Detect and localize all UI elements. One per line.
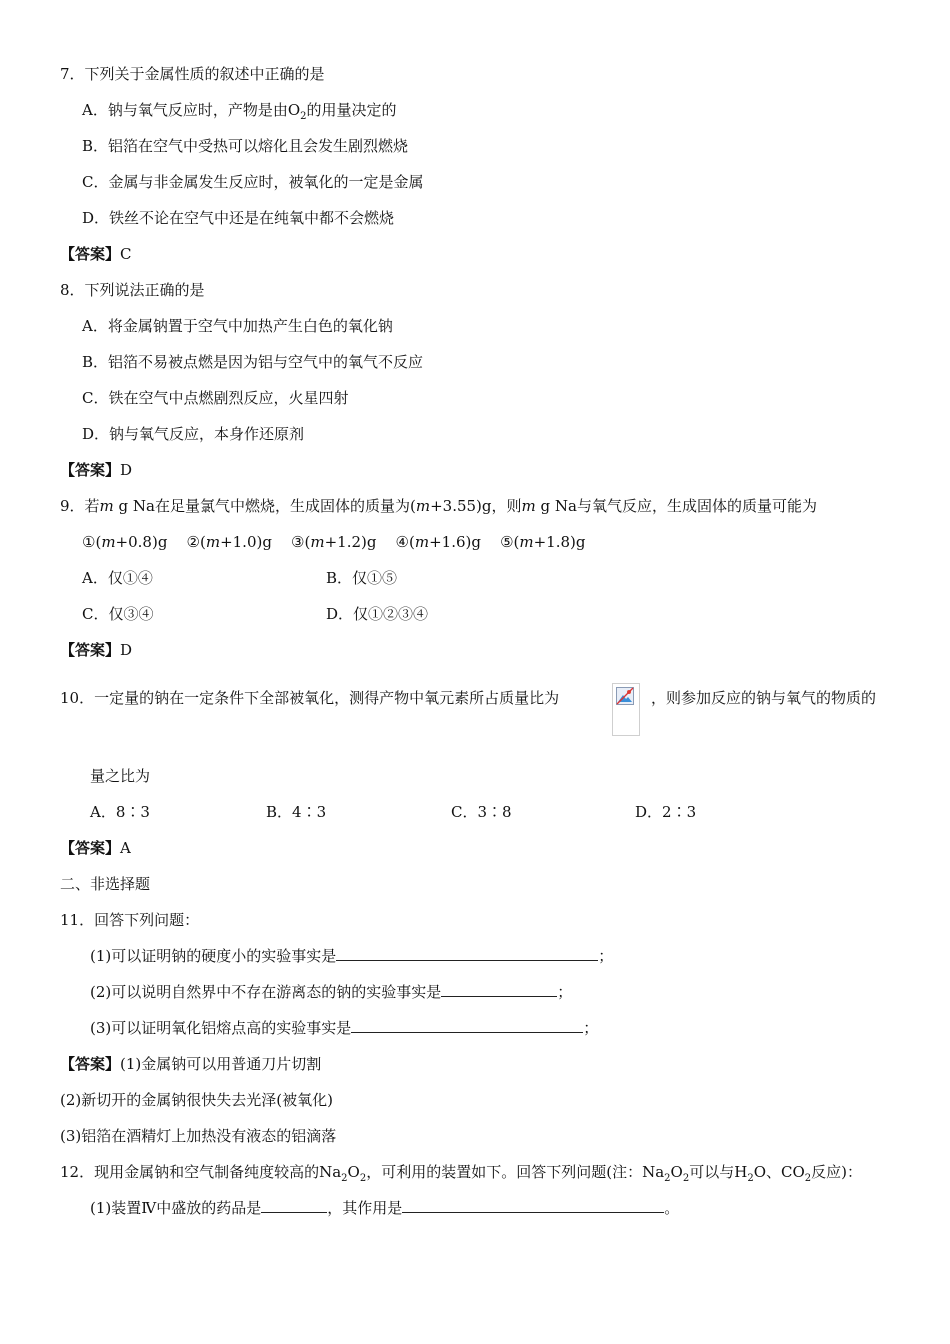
- q11-stem: 11．回答下列问题：: [60, 911, 200, 929]
- q11-answer-3: (3)铝箔在酒精灯上加热没有液态的铝滴落: [60, 1127, 337, 1145]
- q9-choice-1: ①(m+0.8)g: [82, 533, 168, 551]
- q11-part-2: (2)可以说明自然界中不存在游离态的钠的实验事实是 ；: [90, 983, 573, 1001]
- q10-stem-part1: 10．一定量的钠在一定条件下全部被氧化，测得产物中氧元素所占质量比为: [60, 689, 560, 707]
- q9-stem: 9．若m g Na在足量氯气中燃烧，生成固体的质量为(m+3.55)g，则m g Na与氧气反应，生成固体的质量可能为: [60, 497, 817, 515]
- q10-option-a: A．8∶3: [90, 803, 150, 821]
- q9-option-a: A．仅①④: [82, 569, 153, 587]
- q7-answer: 【答案】C: [60, 245, 132, 263]
- q9-choice-4: ④(m+1.6)g: [395, 533, 481, 551]
- q9-option-d: D．仅①②③④: [326, 605, 429, 623]
- q9-answer: 【答案】D: [60, 641, 133, 659]
- q7-option-d: D．铁丝不论在空气中还是在纯氧中都不会燃烧: [82, 209, 395, 227]
- q12-part-1: (1)装置Ⅳ中盛放的药品是 ，其作用是 。: [90, 1199, 680, 1217]
- answer-blank[interactable]: [336, 946, 598, 961]
- section-title: 二、非选择题: [60, 875, 151, 893]
- q10-option-d: D．2∶3: [635, 803, 697, 821]
- q8-option-b: B．铝箔不易被点燃是因为铝与空气中的氧气不反应: [82, 353, 424, 371]
- answer-blank[interactable]: [402, 1198, 664, 1213]
- q7-option-a: A．钠与氧气反应时，产物是由$O_2$的用量决定的: [82, 101, 397, 122]
- q9-option-b: B．仅①⑤: [326, 569, 398, 587]
- q8-stem: 8．下列说法正确的是: [60, 281, 205, 299]
- q9-choice-2: ②(m+1.0)g: [186, 533, 272, 551]
- q11-answer-2: (2)新切开的金属钠很快失去光泽(被氧化): [60, 1091, 333, 1109]
- q10-option-b: B．4∶3: [266, 803, 327, 821]
- q11-part-1: (1)可以证明钠的硬度小的实验事实是 ；: [90, 947, 614, 965]
- q7-stem: 7．下列关于金属性质的叙述中正确的是: [60, 65, 325, 83]
- q8-option-a: A．将金属钠置于空气中加热产生白色的氧化钠: [82, 317, 393, 335]
- q10-fraction-image: [612, 683, 640, 736]
- q9-option-c: C．仅③④: [82, 605, 154, 623]
- answer-blank[interactable]: [261, 1198, 327, 1213]
- q8-option-c: C．铁在空气中点燃剧烈反应，火星四射: [82, 389, 349, 407]
- q12-stem: 12．现用金属钠和空气制备纯度较高的$Na_2O_2$，可利用的装置如下。回答下列问题(注：$Na_2O_2$可以与$H_2O$、$CO_2$反应)：: [60, 1163, 862, 1184]
- q11-part-3: (3)可以证明氧化铝熔点高的实验事实是 ；: [90, 1019, 599, 1037]
- broken-image-icon: [616, 687, 634, 705]
- q8-answer: 【答案】D: [60, 461, 133, 479]
- q9-choice-5: ⑤(m+1.8)g: [500, 533, 586, 551]
- q10-stem-part2: ，则参加反应的钠与氧气的物质的: [651, 689, 877, 707]
- q11-answer-1: 【答案】(1)金属钠可以用普通刀片切割: [60, 1055, 322, 1073]
- q7-option-c: C．金属与非金属发生反应时，被氧化的一定是金属: [82, 173, 424, 191]
- q8-option-d: D．钠与氧气反应，本身作还原剂: [82, 425, 305, 443]
- q7-option-b: B．铝箔在空气中受热可以熔化且会发生剧烈燃烧: [82, 137, 409, 155]
- q9-choice-3: ③(m+1.2)g: [291, 533, 377, 551]
- answer-blank[interactable]: [351, 1018, 583, 1033]
- q10-option-c: C．3∶8: [451, 803, 512, 821]
- q10-stem-part3: 量之比为: [90, 767, 151, 785]
- q10-answer: 【答案】A: [60, 839, 131, 857]
- q9-choice-list: [82, 532, 586, 552]
- answer-blank[interactable]: [441, 982, 557, 997]
